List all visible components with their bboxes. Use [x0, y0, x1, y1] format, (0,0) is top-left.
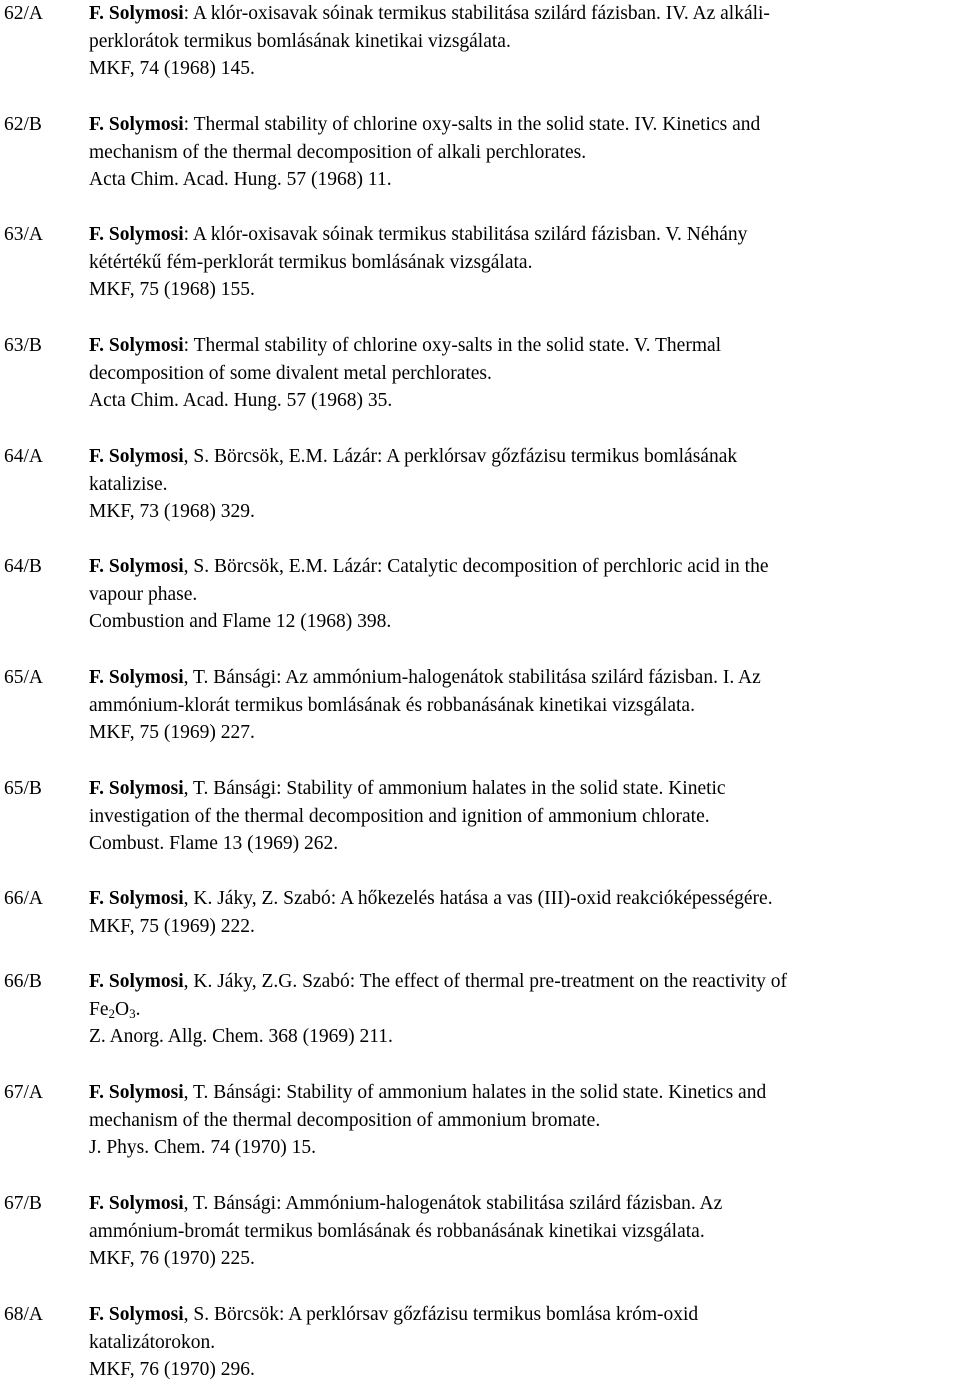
reference-line [89, 221, 957, 249]
reference-line: mechanism of the thermal decomposition of ammonium bromate. [89, 1109, 601, 1131]
reference-title: , K. Jáky, Z.G. Szabó: The effect of thermal pre-treatment on the reactivity of [183, 971, 788, 992]
reference-citation: MKF, 76 (1970) 296. [89, 1359, 255, 1381]
reference-line: vapour phase. [89, 583, 198, 605]
reference-line [89, 1190, 957, 1218]
reference-citation: MKF, 74 (1968) 145. [89, 58, 255, 80]
reference-title: , T. Bánsági: Stability of ammonium halates in the solid state. Kinetics and [183, 1082, 767, 1103]
reference-body [89, 1190, 957, 1273]
reference-title: , T. Bánsági: Az ammónium-halogenátok stabilitása szilárd fázisban. I. Az [183, 667, 761, 688]
reference-citation: Acta Chim. Acad. Hung. 57 (1968) 11. [89, 169, 392, 191]
reference-author: F. Solymosi [89, 3, 184, 24]
reference-line [89, 775, 957, 803]
reference-citation: J. Phys. Chem. 74 (1970) 15. [89, 1137, 316, 1159]
reference-title: : A klór-oxisavak sóinak termikus stabilitása szilárd fázisban. IV. Az alkáli- [183, 3, 770, 24]
reference-title: , T. Bánsági: Ammónium-halogenátok stabilitása szilárd fázisban. Az [183, 1193, 723, 1214]
reference-line: ammónium-klorát termikus bomlásának és robbanásának kinetikai vizsgálata. [89, 694, 695, 716]
reference-title: , T. Bánsági: Stability of ammonium halates in the solid state. Kinetic [183, 778, 726, 799]
reference-id: 65/B [4, 778, 42, 799]
reference-author: F. Solymosi [89, 1193, 184, 1214]
reference-line [89, 332, 957, 360]
reference-citation: MKF, 73 (1968) 329. [89, 501, 255, 523]
reference-id: 67/B [4, 1193, 42, 1214]
reference-title: : Thermal stability of chlorine oxy-salts in the solid state. V. Thermal [183, 335, 722, 356]
reference-body [89, 885, 957, 940]
reference-line: decomposition of some divalent metal perchlorates. [89, 362, 492, 384]
reference-title: , S. Börcsök, E.M. Lázár: Catalytic decomposition of perchloric acid in the [183, 556, 769, 577]
reference-id: 68/A [4, 1304, 43, 1325]
reference-citation: MKF, 76 (1970) 225. [89, 1248, 255, 1270]
reference-id: 64/B [4, 556, 42, 577]
reference-body [89, 1301, 957, 1384]
reference-line [89, 111, 957, 139]
reference-body [89, 0, 957, 83]
reference-line: mechanism of the thermal decomposition of alkali perchlorates. [89, 141, 587, 163]
reference-author: F. Solymosi [89, 778, 184, 799]
reference-title: , K. Jáky, Z. Szabó: A hőkezelés hatása a vas (III)-oxid reakcióképességére. [183, 888, 773, 909]
reference-author: F. Solymosi [89, 335, 184, 356]
reference-line: perklorátok termikus bomlásának kinetikai vizsgálata. [89, 30, 511, 52]
reference-author: F. Solymosi [89, 1082, 184, 1103]
reference-title: : A klór-oxisavak sóinak termikus stabilitása szilárd fázisban. V. Néhány [183, 224, 748, 245]
reference-author: F. Solymosi [89, 446, 184, 467]
reference-citation: Acta Chim. Acad. Hung. 57 (1968) 35. [89, 390, 393, 412]
reference-body [89, 553, 957, 636]
reference-id: 63/A [4, 224, 43, 245]
reference-body [89, 775, 957, 858]
reference-id: 62/B [4, 114, 42, 135]
reference-id: 66/B [4, 971, 42, 992]
reference-title: , S. Börcsök, E.M. Lázár: A perklórsav gőzfázisu termikus bomlásának [183, 446, 738, 467]
reference-citation: MKF, 75 (1969) 227. [89, 722, 255, 744]
reference-author: F. Solymosi [89, 667, 184, 688]
reference-body [89, 664, 957, 747]
reference-author: F. Solymosi [89, 888, 184, 909]
chemical-formula: $Fe_2O_3$. [89, 998, 141, 1021]
reference-citation: Z. Anorg. Allg. Chem. 368 (1969) 211. [89, 1026, 393, 1048]
reference-body [89, 332, 957, 415]
reference-line [89, 885, 957, 913]
reference-citation: Combust. Flame 13 (1969) 262. [89, 833, 339, 855]
reference-id: 66/A [4, 888, 43, 909]
reference-citation: MKF, 75 (1969) 222. [89, 915, 255, 937]
reference-citation: MKF, 75 (1968) 155. [89, 279, 255, 301]
reference-body [89, 111, 957, 194]
reference-line: katalizátorokon. [89, 1331, 216, 1353]
reference-title: , S. Börcsök: A perklórsav gőzfázisu termikus bomlása króm-oxid [183, 1304, 699, 1325]
reference-line: kétértékű fém-perklorát termikus bomlásának vizsgálata. [89, 251, 533, 273]
reference-line [89, 0, 957, 28]
reference-line [89, 553, 957, 581]
reference-id: 63/B [4, 335, 42, 356]
reference-line: ammónium-bromát termikus bomlásának és robbanásának kinetikai vizsgálata. [89, 1220, 705, 1242]
reference-line [89, 968, 957, 996]
reference-author: F. Solymosi [89, 971, 184, 992]
reference-id: 64/A [4, 446, 43, 467]
reference-id: 67/A [4, 1082, 43, 1103]
reference-line [89, 1301, 957, 1329]
reference-title: : Thermal stability of chlorine oxy-salts in the solid state. IV. Kinetics and [183, 114, 761, 135]
reference-author: F. Solymosi [89, 1304, 184, 1325]
reference-id: 62/A [4, 3, 43, 24]
reference-line: investigation of the thermal decomposition and ignition of ammonium chlorate. [89, 805, 710, 827]
reference-body [89, 968, 957, 1051]
reference-author: F. Solymosi [89, 224, 184, 245]
reference-body [89, 1079, 957, 1162]
reference-body [89, 443, 957, 526]
reference-author: F. Solymosi [89, 114, 184, 135]
reference-body [89, 221, 957, 304]
reference-author: F. Solymosi [89, 556, 184, 577]
reference-citation: Combustion and Flame 12 (1968) 398. [89, 611, 392, 633]
reference-line: katalizise. [89, 473, 168, 495]
reference-line [89, 443, 957, 471]
reference-id: 65/A [4, 667, 43, 688]
reference-line [89, 664, 957, 692]
reference-line [89, 1079, 957, 1107]
